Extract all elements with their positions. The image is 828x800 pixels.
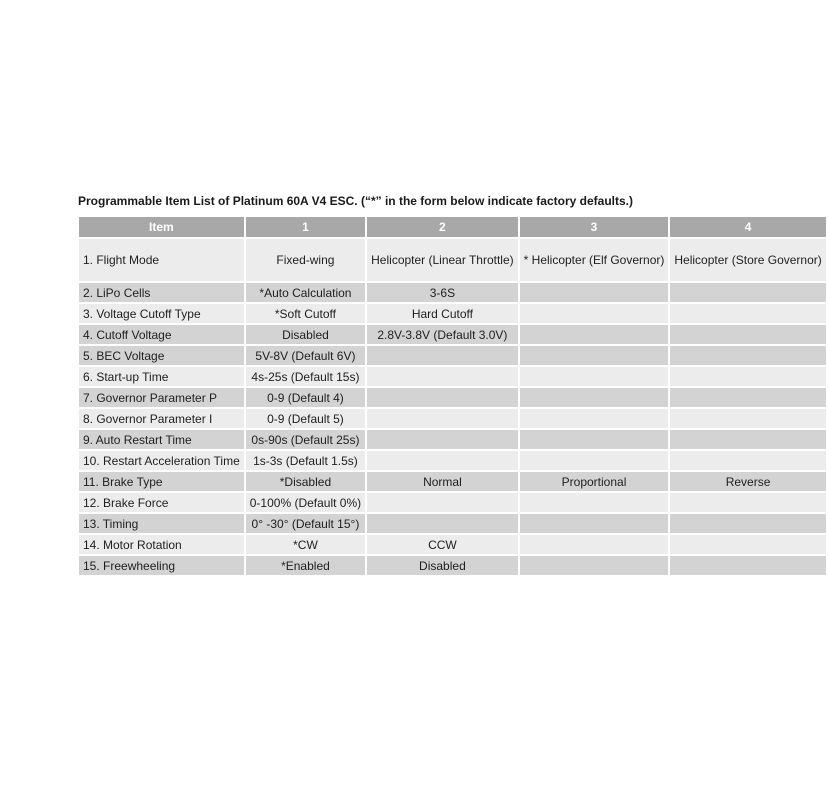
header-option-3: 3 [519, 216, 670, 238]
row-cell-4 [669, 534, 826, 555]
table-row-motor-rotation [78, 534, 827, 555]
header-item: Item [78, 216, 245, 238]
row-cell-3 [519, 324, 670, 345]
row-cell-1: 4s-25s (Default 15s) [245, 366, 366, 387]
table-row-governor-i [78, 408, 827, 429]
row-cell-2: 2.8V-3.8V (Default 3.0V) [366, 324, 519, 345]
row-cell-2 [366, 345, 519, 366]
row-cell-4 [669, 324, 826, 345]
programmable-items-table [77, 215, 828, 577]
row-item: 14. Motor Rotation [78, 534, 245, 555]
row-cell-4 [669, 513, 826, 534]
row-cell-1: *Soft Cutoff [245, 303, 366, 324]
row-cell-1: *Auto Calculation [245, 282, 366, 303]
row-cell-3 [519, 555, 670, 576]
row-cell-3 [519, 387, 670, 408]
row-cell-2: Disabled [366, 555, 519, 576]
row-cell-2 [366, 513, 519, 534]
table-row-timing [78, 513, 827, 534]
row-cell-1: Disabled [245, 324, 366, 345]
table-row-lipo-cells [78, 282, 827, 303]
row-cell-4 [669, 282, 826, 303]
row-cell-2: Normal [366, 471, 519, 492]
row-item: 15. Freewheeling [78, 555, 245, 576]
row-item: 11. Brake Type [78, 471, 245, 492]
row-cell-3: Proportional [519, 471, 670, 492]
row-item: 5. BEC Voltage [78, 345, 245, 366]
row-item: 12. Brake Force [78, 492, 245, 513]
row-cell-4 [669, 387, 826, 408]
table-header-row [78, 216, 827, 238]
row-cell-4: Helicopter (Store Governor) [669, 238, 826, 282]
row-cell-1: 0-9 (Default 4) [245, 387, 366, 408]
table-row-auto-restart-time [78, 429, 827, 450]
row-cell-1: 5V-8V (Default 6V) [245, 345, 366, 366]
row-cell-1: 0-9 (Default 5) [245, 408, 366, 429]
row-cell-1: 0-100% (Default 0%) [245, 492, 366, 513]
row-cell-1: Fixed-wing [245, 238, 366, 282]
row-cell-4 [669, 450, 826, 471]
table-row-brake-force [78, 492, 827, 513]
row-cell-3: * Helicopter (Elf Governor) [519, 238, 670, 282]
row-item: 7. Governor Parameter P [78, 387, 245, 408]
row-cell-4 [669, 492, 826, 513]
table-row-freewheeling [78, 555, 827, 576]
row-cell-4 [669, 429, 826, 450]
row-item: 1. Flight Mode [78, 238, 245, 282]
row-cell-3 [519, 513, 670, 534]
table-row-bec-voltage [78, 345, 827, 366]
row-cell-2: 3-6S [366, 282, 519, 303]
row-cell-3 [519, 534, 670, 555]
row-cell-4: Reverse [669, 471, 826, 492]
header-option-1: 1 [245, 216, 366, 238]
table-row-cutoff-voltage [78, 324, 827, 345]
row-item: 4. Cutoff Voltage [78, 324, 245, 345]
row-cell-4 [669, 345, 826, 366]
row-cell-2 [366, 450, 519, 471]
row-item: 9. Auto Restart Time [78, 429, 245, 450]
table-row-brake-type [78, 471, 827, 492]
row-cell-2 [366, 366, 519, 387]
row-cell-3 [519, 303, 670, 324]
row-item: 13. Timing [78, 513, 245, 534]
row-cell-3 [519, 345, 670, 366]
row-cell-3 [519, 282, 670, 303]
row-cell-1: 0° -30° (Default 15°) [245, 513, 366, 534]
table-row-start-up-time [78, 366, 827, 387]
table-caption: Programmable Item List of Platinum 60A V4 ESC. (“*” in the form below indicate factory defaults.) [78, 194, 633, 208]
row-cell-2: CCW [366, 534, 519, 555]
row-cell-1: *Disabled [245, 471, 366, 492]
row-cell-4 [669, 408, 826, 429]
table-row-governor-p [78, 387, 827, 408]
table-row-voltage-cutoff-type [78, 303, 827, 324]
header-option-2: 2 [366, 216, 519, 238]
row-cell-3 [519, 492, 670, 513]
row-cell-3 [519, 450, 670, 471]
row-cell-2 [366, 429, 519, 450]
row-cell-3 [519, 408, 670, 429]
row-item: 10. Restart Acceleration Time [78, 450, 245, 471]
table-row-restart-acceleration [78, 450, 827, 471]
row-cell-1: *CW [245, 534, 366, 555]
row-cell-2 [366, 492, 519, 513]
row-cell-2 [366, 387, 519, 408]
row-cell-2 [366, 408, 519, 429]
row-item: 2. LiPo Cells [78, 282, 245, 303]
row-cell-1: 1s-3s (Default 1.5s) [245, 450, 366, 471]
row-cell-4 [669, 366, 826, 387]
row-cell-1: *Enabled [245, 555, 366, 576]
row-item: 3. Voltage Cutoff Type [78, 303, 245, 324]
row-cell-1: 0s-90s (Default 25s) [245, 429, 366, 450]
row-item: 6. Start-up Time [78, 366, 245, 387]
row-item: 8. Governor Parameter I [78, 408, 245, 429]
row-cell-2: Hard Cutoff [366, 303, 519, 324]
row-cell-3 [519, 366, 670, 387]
header-option-4: 4 [669, 216, 826, 238]
row-cell-4 [669, 303, 826, 324]
row-cell-3 [519, 429, 670, 450]
row-cell-2: Helicopter (Linear Throttle) [366, 238, 519, 282]
table-row-flight-mode [78, 238, 827, 282]
row-cell-4 [669, 555, 826, 576]
